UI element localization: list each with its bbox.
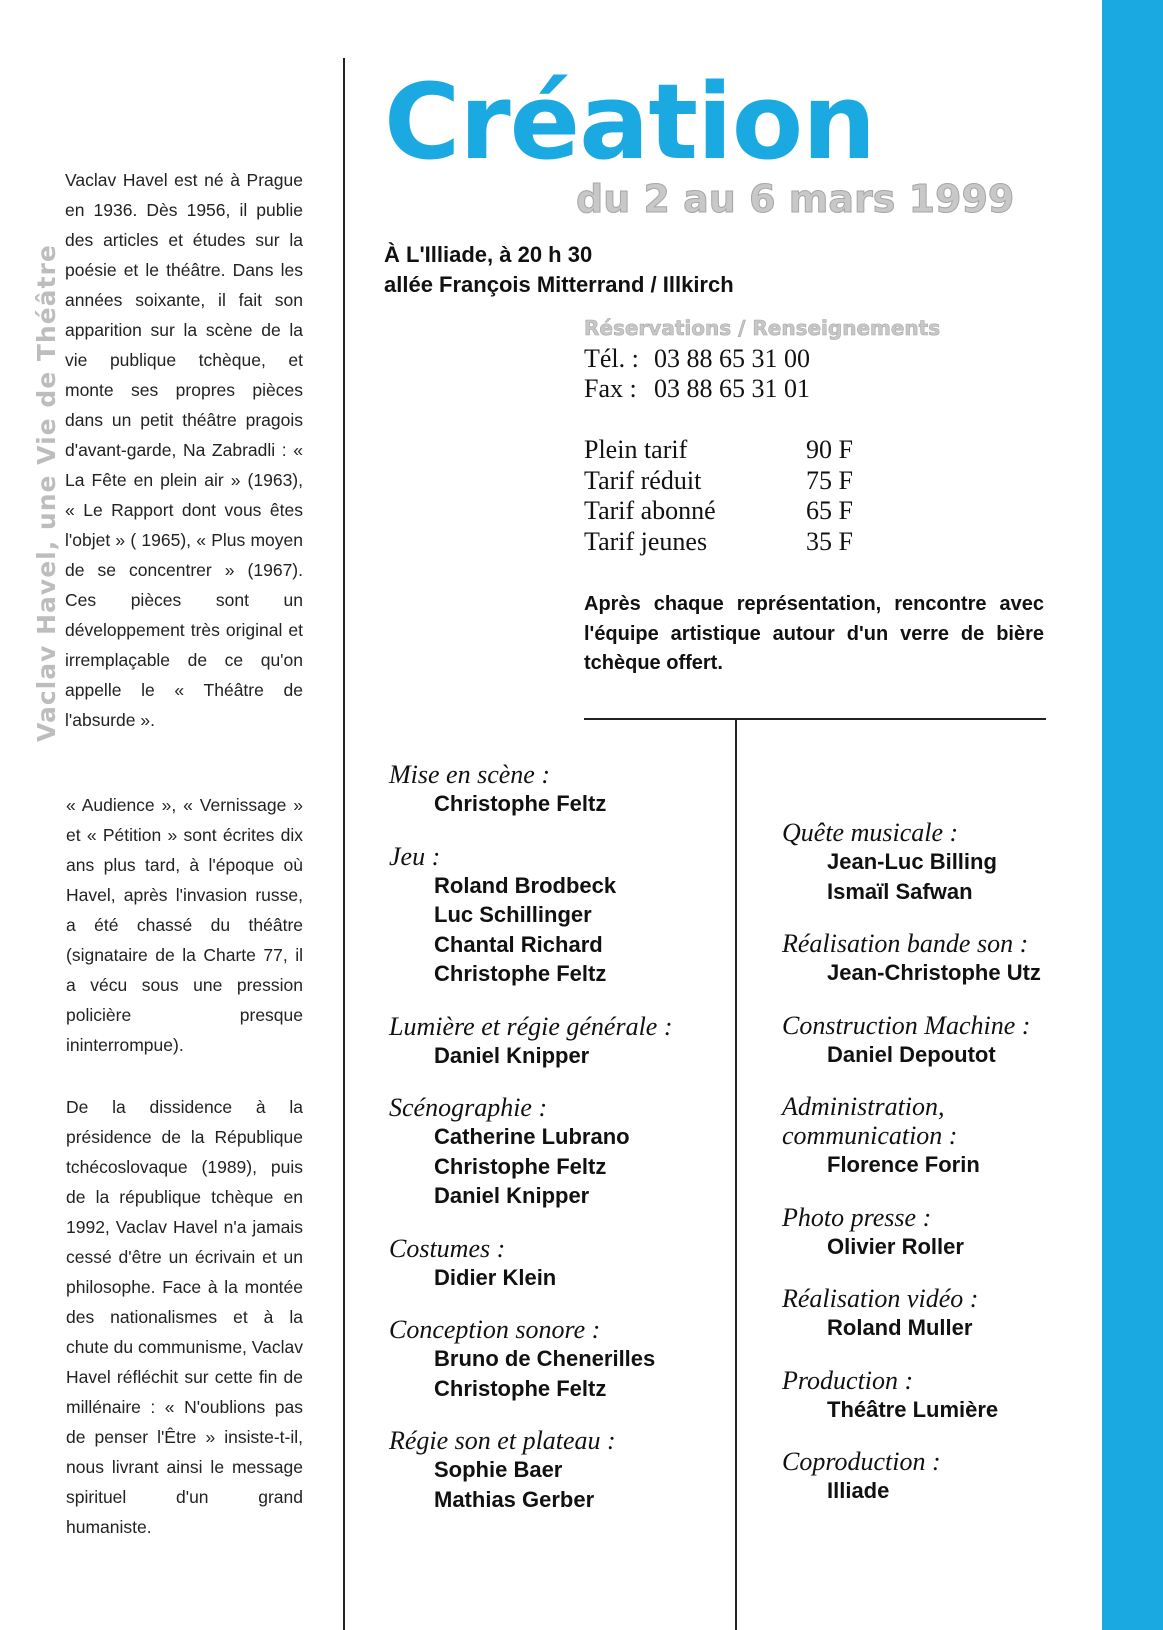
- column-divider-credits: [735, 718, 737, 1630]
- credits-right-column: [782, 818, 1100, 1529]
- credit-role: Régie son et plateau :: [389, 1426, 616, 1455]
- page-title: Création: [384, 61, 876, 183]
- credit-person: Olivier Roller: [827, 1233, 964, 1259]
- event-dates: du 2 au 6 mars 1999: [576, 177, 1015, 221]
- credit-person: Roland Muller: [827, 1315, 973, 1340]
- credit-person: Mathias Gerber: [434, 1486, 595, 1512]
- credit-role: Scénographie :: [389, 1093, 548, 1122]
- reservations-heading: Réservations / Renseignements: [584, 316, 941, 340]
- price-value: 65 F: [806, 496, 853, 525]
- credit-entry: [782, 818, 1100, 906]
- bio-paragraph-2: « Audience », « Vernissage » et « Pétition » sont écrites dix ans plus tard, à l'époque où Havel, après l'invasion russe, a été chassé du théâtre (signataire de la Charte 77, il a vécu sous une pression policière presque ininterrompue).: [66, 795, 303, 1055]
- tel-number: 03 88 65 31 00: [654, 344, 810, 373]
- credit-role: Mise en scène :: [389, 760, 550, 789]
- credit-role: Lumière et régie générale :: [389, 1011, 673, 1041]
- credit-entry: [389, 1315, 729, 1403]
- price-name: Tarif abonné: [584, 496, 716, 525]
- credit-person: Sophie Baer: [434, 1457, 563, 1482]
- credit-person: Jean-Luc Billing: [827, 849, 997, 874]
- credit-entry: [782, 1447, 1100, 1506]
- sidebar-vertical-title: Vaclav Havel, une Vie de Théâtre: [32, 244, 61, 742]
- bio-paragraph-1: Vaclav Havel est né à Prague en 1936. Dès 1956, il publie des articles et études sur la poésie et le théâtre. Dans les années soixante, il fait son apparition sur la scène de la vie publique tchèque, et monte ses propres pièces dans un petit théâtre pragois d'avant-garde, Na Zabradli : « La Fête en plein air » (1963), « Le Rapport dont vous êtes l'objet » ( 1965), « Plus moyen de se concentrer » (1967). Ces pièces sont un développement très original et irremplaçable de ce qu'on appelle le « Théâtre de l'absurde ».: [65, 170, 303, 730]
- column-divider-main: [343, 58, 345, 1630]
- price-name: Tarif jeunes: [584, 526, 708, 556]
- credit-entry: [782, 929, 1100, 988]
- price-name: Tarif réduit: [584, 465, 702, 495]
- venue-info: [384, 240, 734, 300]
- credit-role: Production :: [782, 1365, 914, 1395]
- credit-entry: [782, 1203, 1100, 1262]
- credit-role: Coproduction :: [782, 1447, 941, 1476]
- contact-tel: [584, 344, 810, 374]
- sidebar-bio-part2: [66, 790, 303, 1574]
- credits-left-column: [389, 760, 729, 1537]
- credit-person: Jean-Christophe Utz: [827, 960, 1041, 985]
- tel-label: Tél. :: [584, 344, 639, 373]
- credit-person: Didier Klein: [434, 1264, 557, 1290]
- credits-top-rule: [584, 718, 1046, 720]
- bio-paragraph-3: De la dissidence à la présidence de la République tchécoslovaque (1989), puis de la république tchèque en 1992, Vaclav Havel n'a jamais cessé d'être un écrivain et un philosophe. Face à la montée des nationalismes et à la chute du communisme, Vaclav Havel réfléchit sur cette fin de millénaire : « N'oublions pas de penser l'Être » insiste-t-il, nous livrant ainsi le message spirituel d'un grand humaniste.: [66, 1097, 304, 1537]
- credit-entry: [389, 1012, 729, 1071]
- credit-entry: [782, 1011, 1100, 1070]
- price-value: 75 F: [806, 465, 853, 495]
- price-value: 35 F: [806, 526, 853, 556]
- venue-line-address: allée François Mitterrand / Illkirch: [384, 272, 734, 297]
- credit-role: Photo presse :: [782, 1202, 932, 1232]
- contact-block: [584, 344, 810, 404]
- price-row: [584, 496, 853, 527]
- credit-person: Catherine Lubrano: [434, 1124, 630, 1149]
- credit-entry: [389, 1426, 729, 1514]
- credit-person: Illiade: [827, 1478, 890, 1503]
- credit-entry: [782, 1092, 1100, 1180]
- credit-role: Réalisation bande son :: [782, 929, 1029, 958]
- credit-entry: [389, 1234, 729, 1293]
- credit-person: Luc Schillinger: [434, 902, 592, 927]
- credit-role: Conception sonore :: [389, 1315, 601, 1344]
- credit-person: Roland Brodbeck: [434, 872, 617, 898]
- credit-person: Christophe Feltz: [434, 791, 607, 816]
- credit-person: Daniel Knipper: [434, 1042, 590, 1068]
- credit-role: Jeu :: [389, 841, 441, 871]
- credit-role: Quête musicale :: [782, 818, 959, 847]
- after-show-meeting-note: Après chaque représentation, rencontre avec l'équipe artistique autour d'un verre de bière tchèque offert.: [584, 593, 1044, 674]
- credit-role: Construction Machine :: [782, 1010, 1031, 1040]
- credit-person: Ismaïl Safwan: [827, 878, 973, 904]
- credit-person: Daniel Knipper: [434, 1183, 590, 1208]
- credit-entry: [782, 1366, 1100, 1425]
- credit-person: Christophe Feltz: [434, 961, 607, 986]
- credit-role: [782, 1092, 1012, 1150]
- price-row: [584, 435, 853, 466]
- credit-person: Chantal Richard: [434, 931, 603, 957]
- contact-fax: [584, 374, 810, 404]
- credit-person: Bruno de Chenerilles: [434, 1346, 656, 1371]
- fax-label: Fax :: [584, 374, 637, 403]
- credit-entry: [782, 1284, 1100, 1343]
- credit-role: Costumes :: [389, 1233, 506, 1263]
- accent-band: [1102, 0, 1163, 1630]
- credit-role: Réalisation vidéo :: [782, 1284, 979, 1313]
- venue-line-time: À L'Illiade, à 20 h 30: [384, 242, 593, 267]
- credit-person: Christophe Feltz: [434, 1153, 607, 1179]
- credit-entry: [389, 842, 729, 989]
- credit-person: Daniel Depoutot: [827, 1041, 996, 1067]
- sidebar-bio-part1: [65, 165, 303, 767]
- price-value: 90 F: [806, 435, 853, 464]
- credit-person: Florence Forin: [827, 1152, 980, 1177]
- price-name: Plein tarif: [584, 435, 688, 464]
- credit-person: Christophe Feltz: [434, 1375, 607, 1401]
- price-row: [584, 527, 853, 558]
- fax-number: 03 88 65 31 01: [654, 374, 810, 403]
- price-row: [584, 466, 853, 497]
- price-list: [584, 435, 853, 557]
- credit-entry: [389, 1093, 729, 1211]
- credit-entry: [389, 760, 729, 819]
- credit-person: Théâtre Lumière: [827, 1396, 999, 1422]
- credit-role-text: Administration, communication :: [782, 1092, 958, 1150]
